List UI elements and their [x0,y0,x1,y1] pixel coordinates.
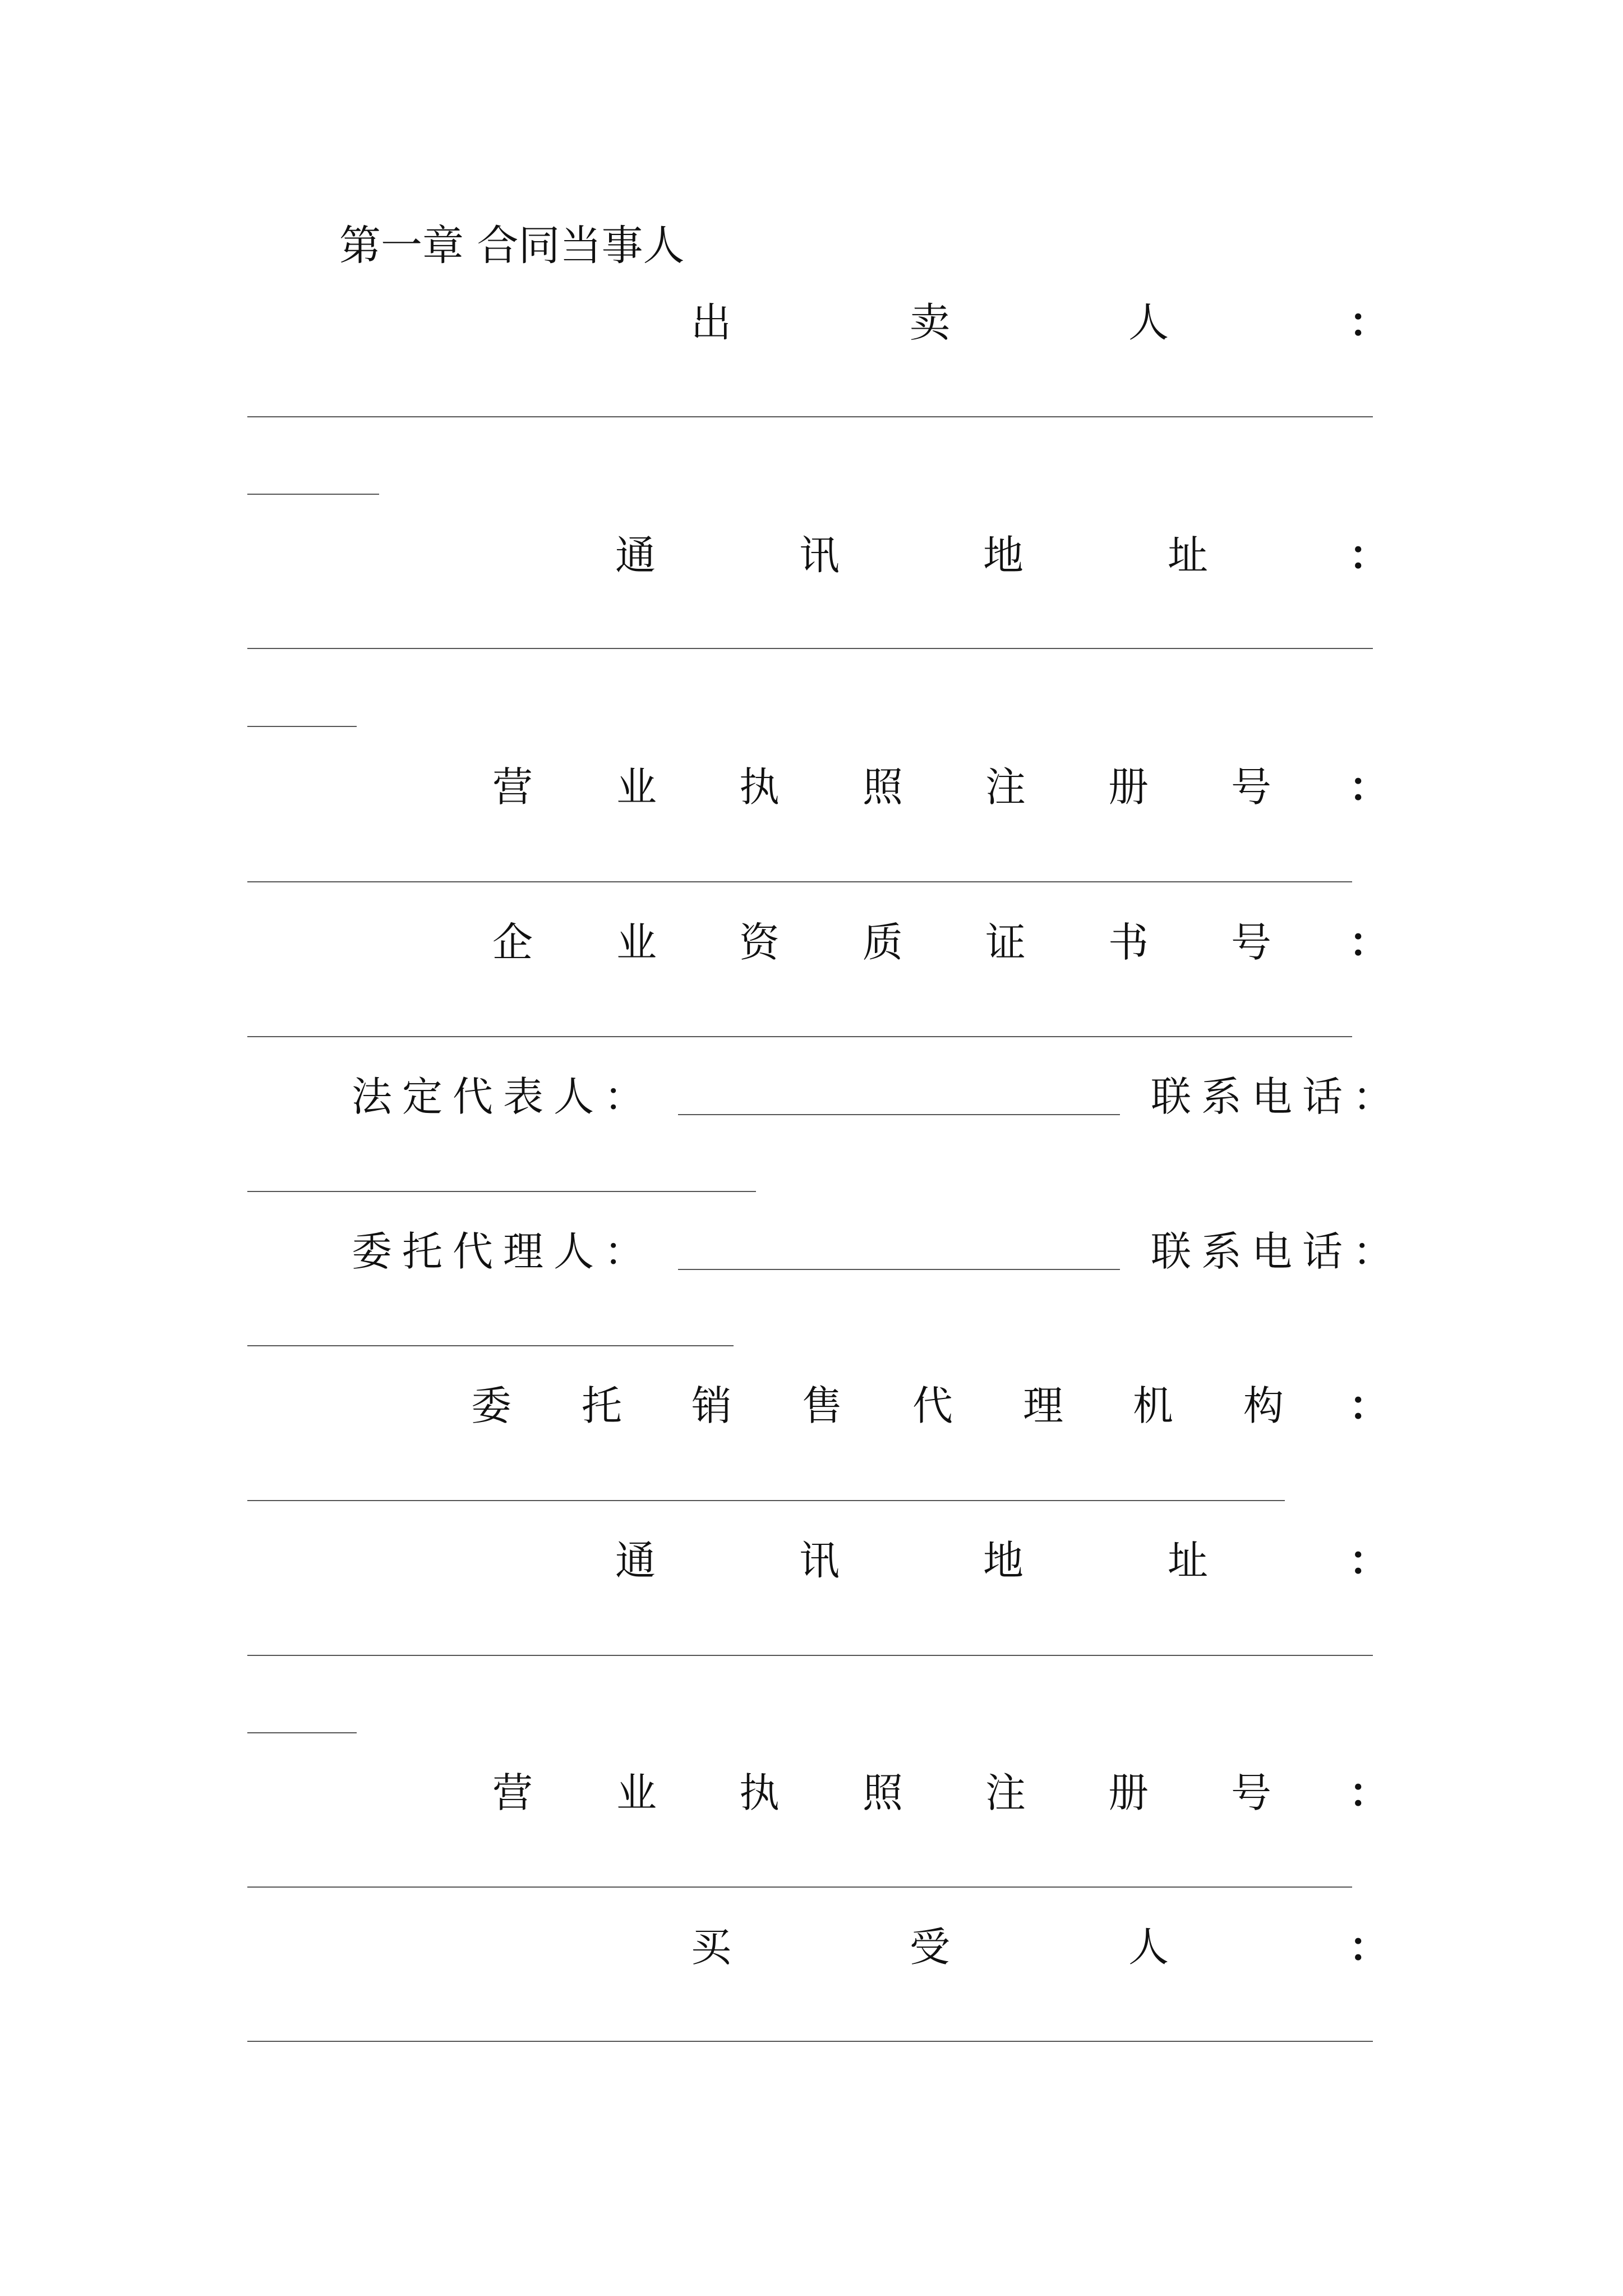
address-fill-line[interactable] [247,648,1373,649]
sales-agency-label-char: 代 [912,1382,953,1429]
address-label-row [0,524,1623,586]
sales-agency-label-char: 理 [1023,1382,1064,1429]
license-label-char: 业 [616,763,657,811]
agent-label: 委托代理人： [352,1228,655,1275]
agent-row [0,1221,1623,1282]
agency-address-label-char: 地 [983,1537,1024,1584]
sales-agency-label-char: 售 [802,1382,843,1429]
buyer-fill-line[interactable] [247,2041,1373,2042]
agency-address-fill-line[interactable] [247,1655,1373,1656]
agency-license-label-char: 册 [1108,1769,1149,1816]
buyer-label-char: 人 [1128,1924,1169,1971]
address-colon: ： [1349,531,1390,579]
legal-rep-fill-line[interactable] [678,1114,1120,1115]
agent-phone-label: 联系电话： [1151,1228,1404,1275]
legal-rep-row [0,1066,1623,1128]
qualification-label-char: 业 [616,919,657,966]
qualification-label-char: 质 [863,919,903,966]
chapter-heading: 第一章 合同当事人 [339,222,685,270]
license-label-char: 注 [985,763,1026,811]
license-label-char: 执 [739,763,780,811]
buyer-label-char: 买 [691,1924,732,1971]
address-label-char: 讯 [799,532,840,579]
agency-address-label-char: 址 [1168,1537,1209,1584]
license-label-char: 照 [863,763,903,811]
address-label-char: 通 [615,532,656,579]
seller-label-row [0,292,1623,353]
seller-label-char: 人 [1128,299,1169,346]
sales-agency-label-char: 销 [691,1382,732,1429]
qualification-label-char: 企 [492,919,533,966]
seller-fill-line-cont[interactable] [247,494,379,495]
buyer-colon: ： [1349,1923,1390,1971]
license-label-char: 号 [1231,763,1272,811]
license-fill-line[interactable] [247,881,1352,882]
legal-rep-phone-fill-line[interactable] [247,1191,756,1192]
agency-license-label-char: 注 [985,1769,1026,1816]
qualification-label-char: 证 [985,919,1026,966]
buyer-label-char: 受 [910,1924,951,1971]
address-label-char: 地 [983,532,1024,579]
sales-agency-label-char: 委 [471,1382,512,1429]
agency-address-label-row [0,1530,1623,1591]
agency-license-colon: ： [1349,1769,1390,1816]
qualification-fill-line[interactable] [247,1036,1352,1037]
agent-phone-fill-line[interactable] [247,1345,734,1346]
sales-agency-label-char: 托 [582,1382,623,1429]
agency-license-label-char: 业 [616,1769,657,1816]
sales-agency-label-row [0,1375,1623,1437]
address-fill-line-cont[interactable] [247,726,357,727]
qualification-label-row [0,912,1623,973]
agency-address-label-char: 讯 [799,1537,840,1584]
qualification-colon: ： [1349,918,1390,966]
address-label-char: 址 [1168,532,1209,579]
sales-agency-fill-line[interactable] [247,1500,1285,1501]
qualification-label-char: 资 [739,919,780,966]
agency-license-label-char: 号 [1231,1769,1272,1816]
agency-license-label-char: 执 [739,1769,780,1816]
license-colon: ： [1349,763,1390,811]
agency-license-label-char: 营 [492,1769,533,1816]
agency-license-fill-line[interactable] [247,1887,1352,1888]
agency-address-label-char: 通 [615,1537,656,1584]
legal-rep-phone-label: 联系电话： [1151,1073,1404,1120]
legal-rep-label: 法定代表人： [352,1073,655,1120]
license-label-row [0,756,1623,818]
seller-label-char: 卖 [910,299,951,346]
buyer-label-row [0,1916,1623,1978]
seller-colon: ： [1349,298,1390,346]
license-label-char: 册 [1108,763,1149,811]
agency-license-label-row [0,1762,1623,1824]
sales-agency-label-char: 构 [1243,1382,1284,1429]
qualification-label-char: 书 [1108,919,1149,966]
qualification-label-char: 号 [1231,919,1272,966]
sales-agency-label-char: 机 [1133,1382,1174,1429]
agency-license-label-char: 照 [863,1769,903,1816]
license-label-char: 营 [492,763,533,811]
seller-label-char: 出 [691,299,732,346]
agency-address-fill-line-cont[interactable] [247,1732,357,1733]
sales-agency-colon: ： [1349,1382,1390,1429]
seller-fill-line[interactable] [247,416,1373,417]
agent-fill-line[interactable] [678,1269,1120,1270]
agency-address-colon: ： [1349,1536,1390,1584]
